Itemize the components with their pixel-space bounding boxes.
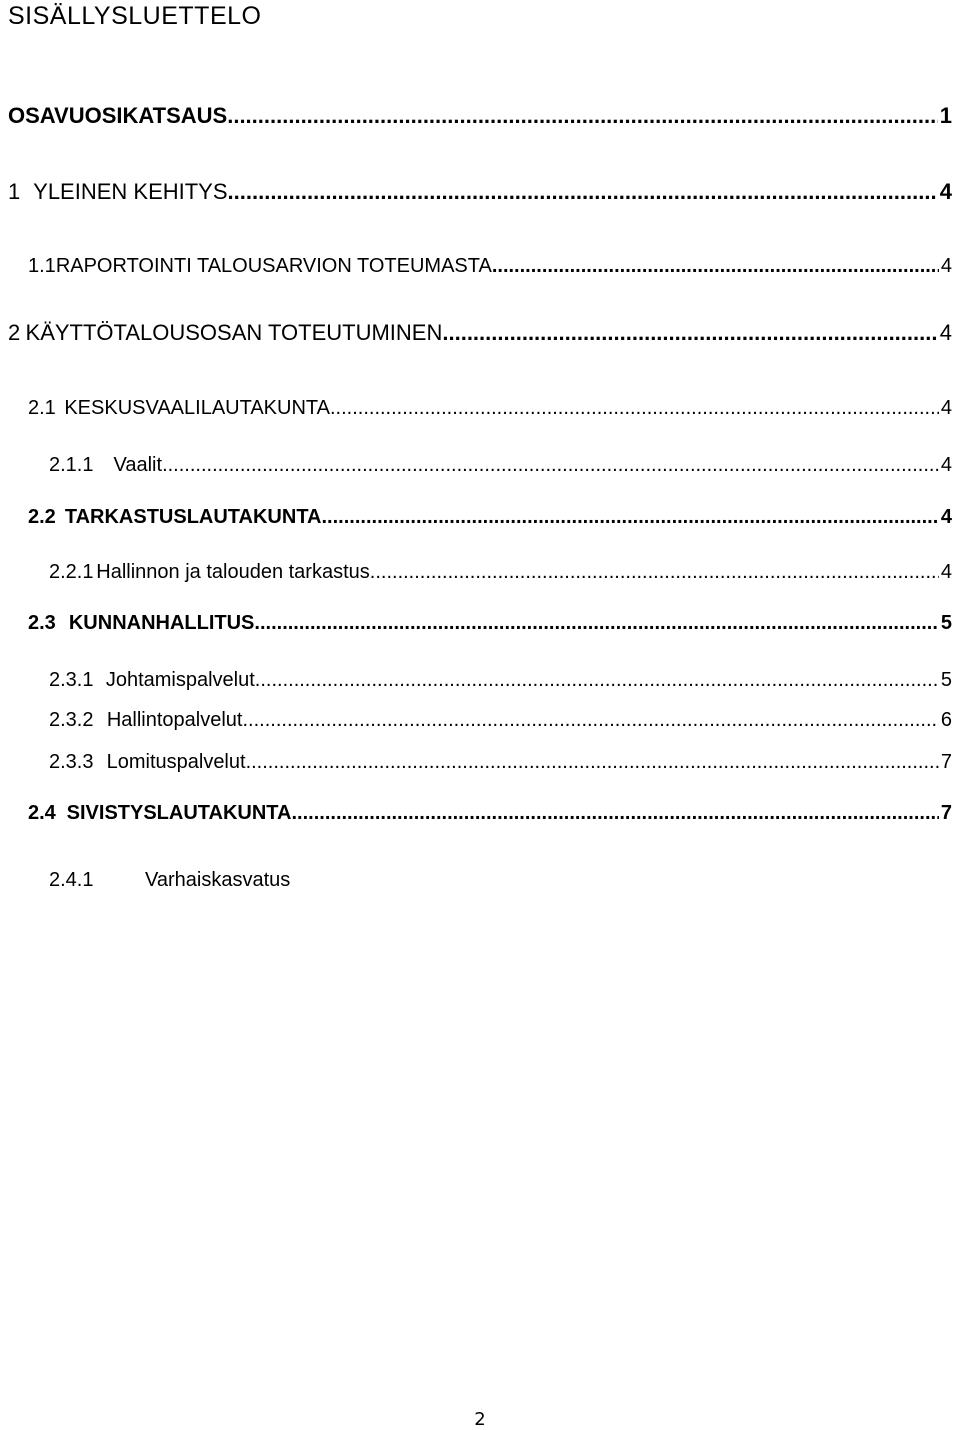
toc-leader-dots	[330, 397, 939, 420]
toc-entry-number: 1.1	[28, 255, 56, 277]
toc-entry-label: Vaalit	[113, 454, 163, 476]
toc-entry-sivistyslautakunta[interactable]	[28, 802, 952, 825]
toc-entry-page: 4	[939, 179, 952, 204]
toc-entry-number: 2.1.1	[49, 454, 94, 476]
toc-entry-number: 2.2.1	[49, 561, 94, 583]
toc-entry-label: KESKUSVAALILAUTAKUNTA	[64, 397, 330, 419]
toc-entry-page: 4	[940, 397, 952, 419]
toc-entry-label: SIVISTYSLAUTAKUNTA	[66, 802, 292, 824]
toc-entry-number: 2	[8, 320, 21, 345]
toc-entry-page: 5	[940, 669, 952, 691]
toc-entry-kunnanhallitus[interactable]	[28, 612, 952, 635]
toc-entry-number: 2.1	[28, 397, 56, 419]
toc-entry-number: 2.4	[28, 802, 56, 824]
toc-entry-label: TARKASTUSLAUTAKUNTA	[64, 506, 322, 528]
toc-entry-label: Varhaiskasvatus	[145, 869, 291, 891]
toc-entry-tarkastuslautakunta[interactable]	[28, 506, 952, 529]
toc-entry-number: 1	[8, 179, 21, 204]
toc-entry-label: KUNNANHALLITUS	[68, 612, 255, 634]
toc-title: SISÄLLYSLUETTELO	[8, 2, 262, 30]
toc-entry-label: YLEINEN KEHITYS	[33, 179, 228, 204]
toc-entry-osavuosikatsaus[interactable]	[8, 103, 952, 129]
toc-entry-lomituspalvelut[interactable]	[49, 751, 952, 774]
toc-leader-dots	[162, 454, 939, 477]
toc-entry-label: RAPORTOINTI TALOUSARVION TOTEUMASTA	[55, 255, 492, 277]
toc-entry-label: Hallintopalvelut	[106, 709, 243, 731]
toc-entry-number: 2.4.1	[49, 869, 94, 891]
toc-entry-number: 2.3.1	[49, 669, 94, 691]
toc-entry-label: Johtamispalvelut	[105, 669, 255, 691]
toc-entry-number: 2.2	[28, 506, 56, 528]
toc-entry-label: Lomituspalvelut	[106, 751, 246, 773]
toc-leader-dots	[370, 561, 939, 584]
toc-entry-label: OSAVUOSIKATSAUS	[8, 103, 228, 128]
toc-entry-page: 1	[939, 103, 952, 128]
toc-leader-dots	[291, 802, 938, 825]
toc-entry-johtamispalvelut[interactable]	[49, 669, 952, 692]
toc-leader-dots	[255, 669, 939, 692]
toc-entry-number: 2.3.2	[49, 709, 94, 731]
toc-entry-keskusvaalilautakunta[interactable]	[28, 397, 952, 420]
toc-leader-dots	[227, 103, 938, 129]
toc-entry-raportointi[interactable]	[28, 255, 952, 278]
toc-entry-page: 4	[940, 255, 952, 277]
toc-entry-number: 2.3	[28, 612, 56, 634]
toc-leader-dots	[254, 612, 938, 635]
toc-entry-hallintopalvelut[interactable]	[49, 709, 952, 732]
toc-entry-page: 4	[940, 561, 952, 583]
toc-entry-page: 5	[940, 612, 952, 634]
toc-entry-varhaiskasvatus[interactable]	[49, 869, 290, 892]
toc-entry-page: 4	[940, 506, 952, 528]
toc-entry-hallinnon-ja-talouden-tarkastus[interactable]	[49, 561, 952, 584]
toc-entry-page: 4	[940, 454, 952, 476]
toc-entry-page: 6	[940, 709, 952, 731]
toc-entry-label: Hallinnon ja talouden tarkastus	[96, 561, 370, 583]
toc-entry-yleinen-kehitys[interactable]	[8, 179, 952, 205]
toc-entry-number: 2.3.3	[49, 751, 94, 773]
toc-leader-dots	[246, 751, 939, 774]
toc-entry-vaalit[interactable]	[49, 454, 952, 477]
toc-entry-label: KÄYTTÖTALOUSOSAN TOTEUTUMINEN	[25, 320, 443, 345]
toc-leader-dots	[442, 320, 937, 346]
toc-entry-page: 7	[940, 751, 952, 773]
page-number: 2	[474, 1409, 486, 1430]
toc-entry-page: 7	[940, 802, 952, 824]
toc-leader-dots	[242, 709, 938, 732]
toc-leader-dots	[228, 179, 938, 205]
toc-leader-dots	[322, 506, 939, 529]
toc-entry-page: 4	[939, 320, 952, 345]
toc-entry-kayttotalousosan-toteutuminen[interactable]	[8, 320, 952, 346]
toc-leader-dots	[492, 255, 939, 278]
